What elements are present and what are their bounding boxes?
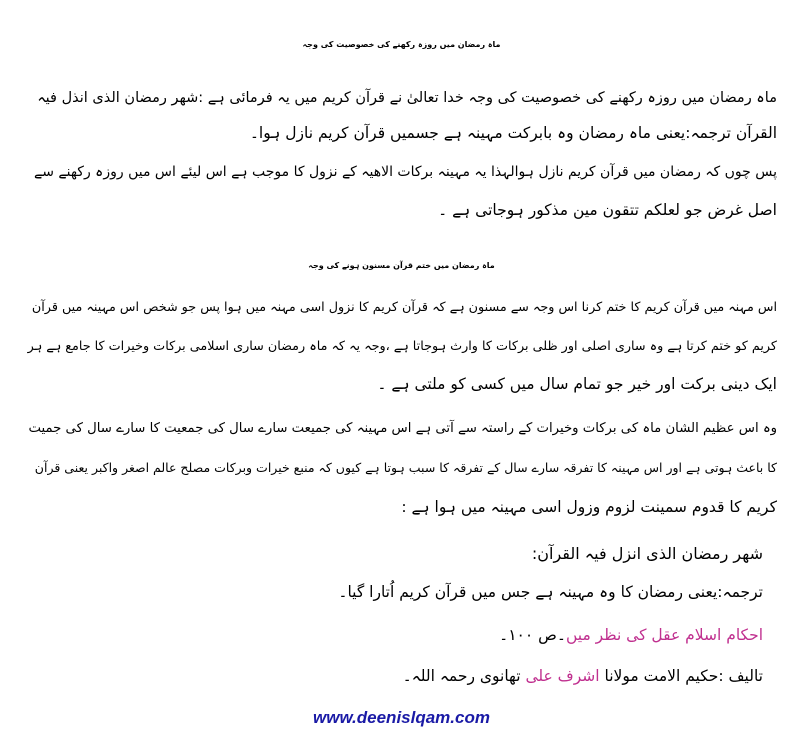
paragraph-3-line-1: وہ اس عظیم الشان ماہ کی برکات وخیرات کے راستہ سے آتی ہے اس مہینہ کی جمیعت سارے سال کی جمعیت کا سارے سال کی جمیت (28, 421, 777, 436)
paragraph-1-line-3: پس چوں کہ رمضان میں قرآن کریم نازل ہوالہذا یہ مہینہ برکات الاھیہ کے نزول کا موجب ہے اس لیئے اس میں روزہ رکھنے سے (34, 164, 777, 180)
book-title: احکام اسلام عقل کی نظر میں (565, 626, 763, 644)
paragraph-1-line-2: القرآن ترجمہ:یعنی ماہ رمضان وہ بابرکت مہینہ ہے جسمیں قرآن کریم نازل ہوا۔ (249, 124, 777, 142)
paragraph-1-line-1: ماہ رمضان میں روزہ رکھنے کی خصوصیت کی وجہ خدا تعالیٰ نے قرآن کریم میں یہ فرمائی ہے :شھر رمضان الذی انذل فیہ (37, 90, 777, 106)
author-line (403, 664, 763, 688)
paragraph-2-line-2: کریم کو ختم کرتا ہے وہ ساری اصلی اور ظلی برکات کا وارث ہوجاتا ہے ،وجہ یہ کہ ماہ رمضان ساری اسلامی برکات وخیرات کا جامع ہے ہر (27, 339, 777, 354)
author-prefix: تالیف :حکیم الامت مولانا (599, 667, 763, 685)
paragraph-2-line-1: اس مہنہ میں قرآن کریم کا ختم کرنا اس وجہ سے مسنون ہے کہ قرآن کریم کا نزول اسی مہنہ میں ہوا پس جو شخص اس مہینہ میں قرآن (31, 300, 777, 315)
page-reference: ۔ص ۱۰۰۔ (499, 626, 566, 644)
author-suffix: تھانوی رحمہ اللہ۔ (402, 667, 526, 685)
verse-translation: ترجمہ:یعنی رمضان کا وہ مہینہ ہے جس میں قرآن کریم اُتارا گیا۔ (338, 583, 763, 601)
verse-text: شھر رمضان الذی انزل فیہ القرآن: (531, 544, 763, 563)
book-reference (499, 623, 763, 647)
paragraph-3-line-2: کا باعث ہوتی ہے اور اس مہینہ کا تفرقہ سارے سال کے تفرقہ کا سبب ہوتا ہے کیوں کہ منبع خیرات وبرکات مصلح عالم اصغر واکبر یعنی قرآن (34, 460, 777, 475)
section-subtitle: ماہ رمضان میں ختم قرآن مسنون ہونے کی وجہ (308, 261, 495, 270)
author-name: اشرف علی (525, 667, 600, 685)
paragraph-1-line-4: اصل غرض جو لعلکم تتقون مین مذکور ہوجاتی ہے ۔ (438, 201, 777, 219)
paragraph-2-line-3: ایک دینی برکت اور خیر جو تمام سال میں کسی کو ملتی ہے ۔ (377, 375, 777, 393)
website-link[interactable]: www.deenislqam.com (313, 708, 490, 727)
paragraph-3-line-3: کریم کا قدوم سمینت لزوم وزول اسی مہینہ میں ہوا ہے : (401, 498, 777, 516)
page-title: ماہ رمضان میں روزہ رکھنے کی خصوصیت کی وجہ (302, 40, 501, 49)
